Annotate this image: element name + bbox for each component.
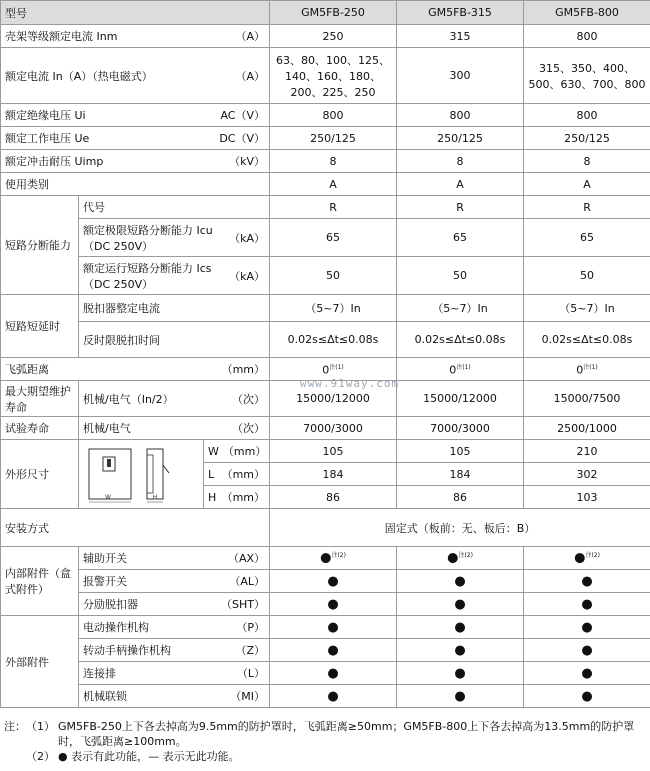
delay-setting-label: 脱扣器整定电流 bbox=[79, 295, 270, 322]
ue-value-1: 250/125 bbox=[270, 127, 397, 150]
arc-label: 飞弧距离 bbox=[5, 363, 49, 376]
test-value-3: 2500/1000 bbox=[524, 417, 650, 440]
external-mi-unit: （MI） bbox=[230, 690, 266, 703]
in-value-3: 315、350、400、500、630、700、800 bbox=[524, 48, 650, 104]
frame-unit: （A） bbox=[235, 30, 266, 43]
dim-h-value-2: 86 bbox=[397, 486, 524, 509]
row-test-life bbox=[1, 417, 650, 440]
delay-inverse-label: 反时限脱扣时间 bbox=[79, 322, 270, 358]
row-delay-setting bbox=[1, 295, 650, 322]
external-l-unit: （L） bbox=[236, 667, 266, 680]
external-p-unit: （P） bbox=[236, 621, 266, 634]
row-ue bbox=[1, 127, 650, 150]
internal-sht-unit: （SHT） bbox=[221, 598, 266, 611]
row-external-z bbox=[1, 639, 650, 662]
in-label: 额定电流 In（A）（热电磁式） bbox=[5, 69, 153, 83]
model-1: GM5FB-250 bbox=[270, 1, 397, 25]
side-view-step bbox=[147, 455, 153, 493]
footnote-1-text: GM5FB-250上下各去掉高为9.5mm的防护罩时，飞弧距离≥50mm；GM5FB-800上下各去掉高为13.5mm的防护罩时，飞弧距离≥100mm。 bbox=[58, 720, 635, 748]
row-breaking-code bbox=[1, 196, 650, 219]
row-internal-sht bbox=[1, 593, 650, 616]
external-mi-label: 机械联锁 bbox=[83, 690, 127, 703]
breaking-code-2: R bbox=[397, 196, 524, 219]
uimp-value-2: 8 bbox=[397, 150, 524, 173]
row-rated-current bbox=[1, 48, 650, 104]
l-dot-1: ● bbox=[327, 665, 339, 681]
icu-value-3: 65 bbox=[524, 219, 650, 257]
test-group-label: 试验寿命 bbox=[1, 417, 79, 440]
external-z-label: 转动手柄操作机构 bbox=[83, 644, 171, 657]
sht-dot-2: ● bbox=[454, 596, 466, 612]
test-value-2: 7000/3000 bbox=[397, 417, 524, 440]
ax-note-1: 注(2) bbox=[331, 552, 346, 560]
frame-value-3: 800 bbox=[524, 25, 650, 48]
p-dot-3: ● bbox=[581, 619, 593, 635]
dim-w-value-1: 105 bbox=[270, 440, 397, 463]
external-z-unit: （Z） bbox=[235, 644, 266, 657]
row-ics bbox=[1, 257, 650, 295]
internal-al-label: 报警开关 bbox=[83, 575, 127, 588]
p-dot-1: ● bbox=[327, 619, 339, 635]
delay-inverse-1: 0.02s≤Δt≤0.08s bbox=[270, 322, 397, 358]
breaker-outline-figure bbox=[85, 443, 197, 505]
dim-w-unit: （mm） bbox=[222, 445, 267, 458]
breaking-code-1: R bbox=[270, 196, 397, 219]
header-label: 型号 bbox=[1, 1, 270, 25]
install-label: 安装方式 bbox=[1, 509, 270, 547]
dim-l-unit: （mm） bbox=[221, 468, 266, 481]
model-3: GM5FB-800 bbox=[524, 1, 650, 25]
category-value-1: A bbox=[270, 173, 397, 196]
row-delay-inverse bbox=[1, 322, 650, 358]
icu-unit: （kA） bbox=[229, 231, 266, 245]
external-l-label: 连接排 bbox=[83, 667, 116, 680]
l-dot-3: ● bbox=[581, 665, 593, 681]
delay-setting-3: （5~7）In bbox=[524, 295, 650, 322]
delay-inverse-3: 0.02s≤Δt≤0.08s bbox=[524, 322, 650, 358]
ui-value-1: 800 bbox=[270, 104, 397, 127]
uimp-value-3: 8 bbox=[524, 150, 650, 173]
internal-group-label: 内部附件（盒式附件） bbox=[1, 547, 79, 616]
ue-unit: DC（V） bbox=[219, 132, 266, 145]
row-category bbox=[1, 173, 650, 196]
dim-h-value-1: 86 bbox=[270, 486, 397, 509]
z-dot-1: ● bbox=[327, 642, 339, 658]
icu-label: 额定极限短路分断能力 Icu（DC 250V） bbox=[83, 223, 213, 253]
row-ui bbox=[1, 104, 650, 127]
ax-dot-1: ● bbox=[320, 550, 332, 566]
ics-value-3: 50 bbox=[524, 257, 650, 295]
uimp-value-1: 8 bbox=[270, 150, 397, 173]
dim-h-label: H bbox=[208, 490, 217, 504]
row-install bbox=[1, 509, 650, 547]
footnote-2-index: （2） bbox=[26, 750, 55, 763]
ue-value-3: 250/125 bbox=[524, 127, 650, 150]
icu-value-1: 65 bbox=[270, 219, 397, 257]
dim-h-value-3: 103 bbox=[524, 486, 650, 509]
row-dim-w bbox=[1, 440, 650, 463]
side-view-outline bbox=[147, 449, 163, 499]
ui-value-2: 800 bbox=[397, 104, 524, 127]
breaking-code-3: R bbox=[524, 196, 650, 219]
header-row bbox=[1, 1, 650, 25]
life-value-3: 15000/7500 bbox=[524, 381, 650, 417]
dim-h-unit: （mm） bbox=[221, 491, 266, 504]
arc-unit: （mm） bbox=[221, 363, 266, 376]
life-value-2: 15000/12000 bbox=[397, 381, 524, 417]
row-frame-current bbox=[1, 25, 650, 48]
icu-value-2: 65 bbox=[397, 219, 524, 257]
handle-lever bbox=[107, 459, 111, 467]
category-value-2: A bbox=[397, 173, 524, 196]
row-external-mi bbox=[1, 685, 650, 708]
arc-value-3: 0 bbox=[576, 363, 584, 377]
life-unit: （次） bbox=[232, 392, 266, 406]
frame-value-2: 315 bbox=[397, 25, 524, 48]
dim-l-label: L bbox=[208, 467, 215, 481]
ics-value-2: 50 bbox=[397, 257, 524, 295]
test-unit: （次） bbox=[232, 422, 266, 435]
arc-note-2: 注(1) bbox=[456, 363, 471, 371]
test-label: 机械/电气 bbox=[83, 422, 131, 435]
ics-label: 额定运行短路分断能力 Ics（DC 250V） bbox=[83, 261, 212, 291]
z-dot-3: ● bbox=[581, 642, 593, 658]
side-handle bbox=[163, 465, 169, 473]
internal-ax-unit: （AX） bbox=[227, 552, 266, 565]
mi-dot-3: ● bbox=[581, 688, 593, 704]
internal-al-unit: （AL） bbox=[229, 575, 266, 588]
l-dot-2: ● bbox=[454, 665, 466, 681]
p-dot-2: ● bbox=[454, 619, 466, 635]
external-group-label: 外部附件 bbox=[1, 616, 79, 708]
delay-inverse-2: 0.02s≤Δt≤0.08s bbox=[397, 322, 524, 358]
ui-unit: AC（V） bbox=[220, 109, 266, 122]
ax-dot-3: ● bbox=[574, 550, 586, 566]
delay-setting-1: （5~7）In bbox=[270, 295, 397, 322]
ax-dot-2: ● bbox=[447, 550, 459, 566]
dim-l-value-1: 184 bbox=[270, 463, 397, 486]
row-external-p bbox=[1, 616, 650, 639]
internal-ax-label: 辅助开关 bbox=[83, 552, 127, 565]
breaking-group-label: 短路分断能力 bbox=[1, 196, 79, 295]
dim-w-label: W bbox=[208, 444, 219, 458]
mi-dot-1: ● bbox=[327, 688, 339, 704]
frame-value-1: 250 bbox=[270, 25, 397, 48]
dim-w-value-2: 105 bbox=[397, 440, 524, 463]
ics-value-1: 50 bbox=[270, 257, 397, 295]
sht-dot-3: ● bbox=[581, 596, 593, 612]
arc-value-2: 0 bbox=[449, 363, 457, 377]
life-group-label: 最大期望维护寿命 bbox=[1, 381, 79, 417]
dimension-figure-cell bbox=[79, 440, 204, 509]
footnote-2-text: ● 表示有此功能，— 表示无此功能。 bbox=[58, 750, 240, 763]
row-icu bbox=[1, 219, 650, 257]
dim-w-value-3: 210 bbox=[524, 440, 650, 463]
ui-value-3: 800 bbox=[524, 104, 650, 127]
al-dot-2: ● bbox=[454, 573, 466, 589]
dim-l-value-3: 302 bbox=[524, 463, 650, 486]
row-internal-ax bbox=[1, 547, 650, 570]
in-value-1: 63、80、100、125、140、160、180、200、225、250 bbox=[270, 48, 397, 104]
notes-label: 注： bbox=[4, 720, 26, 733]
ue-value-2: 250/125 bbox=[397, 127, 524, 150]
footnote-2 bbox=[4, 749, 644, 764]
uimp-label: 额定冲击耐压 Uimp bbox=[5, 155, 104, 168]
dim-l-value-2: 184 bbox=[397, 463, 524, 486]
ue-label: 额定工作电压 Ue bbox=[5, 132, 90, 145]
ax-note-3: 注(2) bbox=[585, 552, 600, 560]
ax-note-2: 注(2) bbox=[458, 552, 473, 560]
category-label: 使用类别 bbox=[1, 173, 270, 196]
z-dot-2: ● bbox=[454, 642, 466, 658]
frame-label: 壳架等级额定电流 Inm bbox=[5, 30, 118, 43]
breaking-code-label: 代号 bbox=[79, 196, 270, 219]
arc-note-1: 注(1) bbox=[329, 363, 344, 371]
row-uimp bbox=[1, 150, 650, 173]
footnote-1 bbox=[4, 719, 644, 749]
arc-note-3: 注(1) bbox=[583, 363, 598, 371]
life-label: 机械/电气（In/2） bbox=[83, 392, 174, 406]
life-value-1: 15000/12000 bbox=[270, 381, 397, 417]
mi-dot-2: ● bbox=[454, 688, 466, 704]
internal-sht-label: 分励脱扣器 bbox=[83, 598, 138, 611]
footnotes bbox=[4, 719, 644, 764]
sht-dot-1: ● bbox=[327, 596, 339, 612]
delay-group-label: 短路短延时 bbox=[1, 295, 79, 358]
ics-unit: （kA） bbox=[229, 269, 266, 283]
footnote-1-index: （1） bbox=[26, 720, 55, 733]
al-dot-3: ● bbox=[581, 573, 593, 589]
arc-value-1: 0 bbox=[322, 363, 330, 377]
in-value-2: 300 bbox=[397, 48, 524, 104]
test-value-1: 7000/3000 bbox=[270, 417, 397, 440]
delay-setting-2: （5~7）In bbox=[397, 295, 524, 322]
row-external-l bbox=[1, 662, 650, 685]
external-p-label: 电动操作机构 bbox=[83, 621, 149, 634]
al-dot-1: ● bbox=[327, 573, 339, 589]
figure-w-label: W bbox=[105, 494, 111, 501]
model-2: GM5FB-315 bbox=[397, 1, 524, 25]
row-internal-al bbox=[1, 570, 650, 593]
ui-label: 额定绝缘电压 Ui bbox=[5, 109, 86, 122]
install-value: 固定式（板前：无、板后：B） bbox=[270, 509, 650, 547]
watermark: www.91way.com bbox=[300, 377, 400, 390]
uimp-unit: （kV） bbox=[229, 155, 266, 168]
in-unit: （A） bbox=[235, 69, 266, 83]
dims-group-label: 外形尺寸 bbox=[1, 440, 79, 509]
figure-h-label: H bbox=[152, 494, 158, 501]
category-value-3: A bbox=[524, 173, 650, 196]
